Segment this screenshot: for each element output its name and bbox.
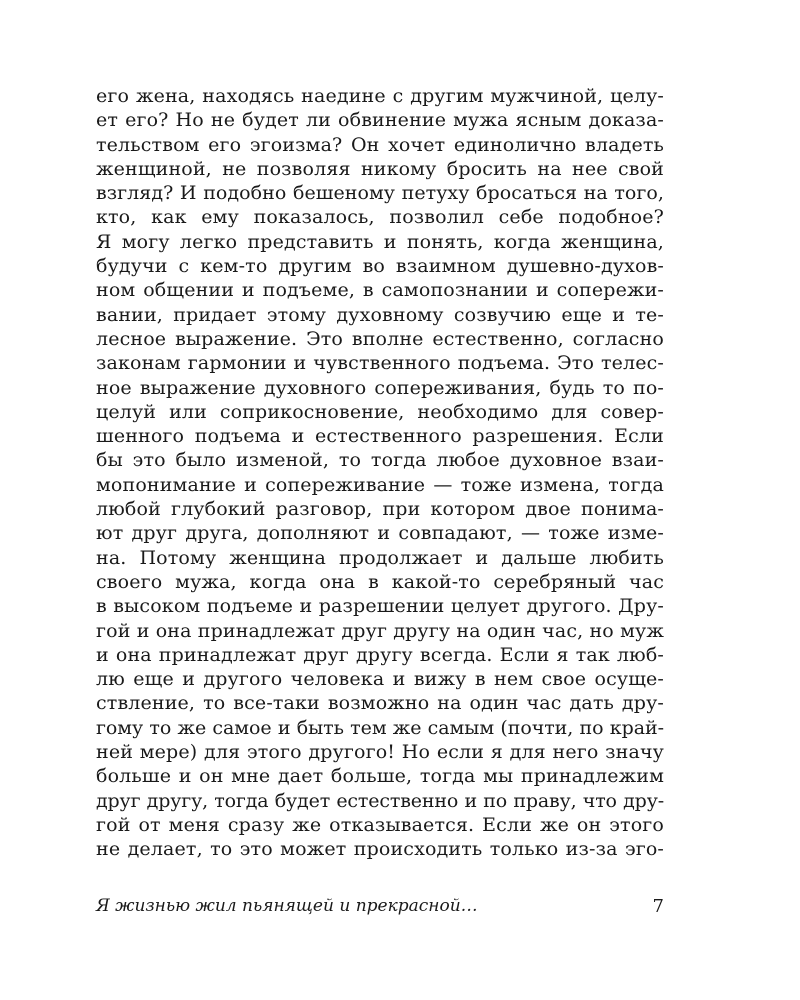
text-line: лесное выражение. Это вполне естественно, согласно xyxy=(96,327,664,350)
text-line: друг другу, тогда будет естественно и по праву, что дру- xyxy=(96,789,664,812)
text-line: законам гармонии и чувственного подъема. Это телес- xyxy=(96,352,664,375)
text-line: любой глубокий разговор, при котором двое понима- xyxy=(96,498,664,521)
text-line: больше и он мне дает больше, тогда мы принадлежим xyxy=(96,765,664,788)
text-line: целуй или соприкосновение, необходимо для совер- xyxy=(96,400,664,423)
text-line: будучи с кем-то другим во взаимном душевно-духов- xyxy=(96,255,664,278)
text-line: ют друг друга, дополняют и совпадают, — тоже изме- xyxy=(96,522,664,545)
running-title: Я жизнью жил пьянящей и прекрасной… xyxy=(96,896,478,916)
text-line: бы это было изменой, то тогда любое духовное взаи- xyxy=(96,449,664,472)
text-line: своего мужа, когда она в какой-то серебряный час xyxy=(96,570,664,593)
text-line: кто, как ему показалось, позволил себе подобное? xyxy=(96,206,664,229)
text-line: ствление, то все-таки возможно на один час дать дру- xyxy=(96,692,664,715)
text-line: ное выражение духовного сопереживания, будь то по- xyxy=(96,376,664,399)
text-line: и она принадлежат друг другу всегда. Если я так люб- xyxy=(96,643,664,666)
text-line: ней мере) для этого другого! Но если я для него значу xyxy=(96,741,664,764)
text-line: лю еще и другого человека и вижу в нем свое осуще- xyxy=(96,668,664,691)
text-line: мопонимание и сопереживание — тоже измена, тогда xyxy=(96,473,664,496)
text-line: женщиной, не позволяя никому бросить на нее свой xyxy=(96,157,664,180)
page-footer xyxy=(96,896,664,922)
text-line: взгляд? И подобно бешеному петуху бросаться на того, xyxy=(96,182,664,205)
text-line: на. Потому женщина продолжает и дальше любить xyxy=(96,546,664,569)
text-line: ет его? Но не будет ли обвинение мужа ясным доказа- xyxy=(96,109,664,132)
page-number: 7 xyxy=(652,896,664,917)
text-line: гой и она принадлежат друг другу на один час, но муж xyxy=(96,619,664,642)
text-line: его жена, находясь наедине с другим мужчиной, целу- xyxy=(96,85,664,107)
text-line: тельством его эгоизма? Он хочет единолично владеть xyxy=(96,133,664,156)
text-line: гому то же самое и быть тем же самым (почти, по край- xyxy=(96,716,664,739)
text-line: вании, придает этому духовному созвучию еще и те- xyxy=(96,303,664,326)
text-line: в высоком подъеме и разрешении целует другого. Дру- xyxy=(96,595,664,618)
text-line: шенного подъема и естественного разрешения. Если xyxy=(96,425,664,448)
text-line: ном общении и подъеме, в самопознании и сопережи- xyxy=(96,279,664,302)
text-line: не делает, то это может происходить только из-за эго- xyxy=(96,838,664,861)
text-line: Я могу легко представить и понять, когда женщина, xyxy=(96,230,664,253)
text-line: гой от меня сразу же отказывается. Если же он этого xyxy=(96,813,664,836)
page-body-text xyxy=(96,84,664,862)
